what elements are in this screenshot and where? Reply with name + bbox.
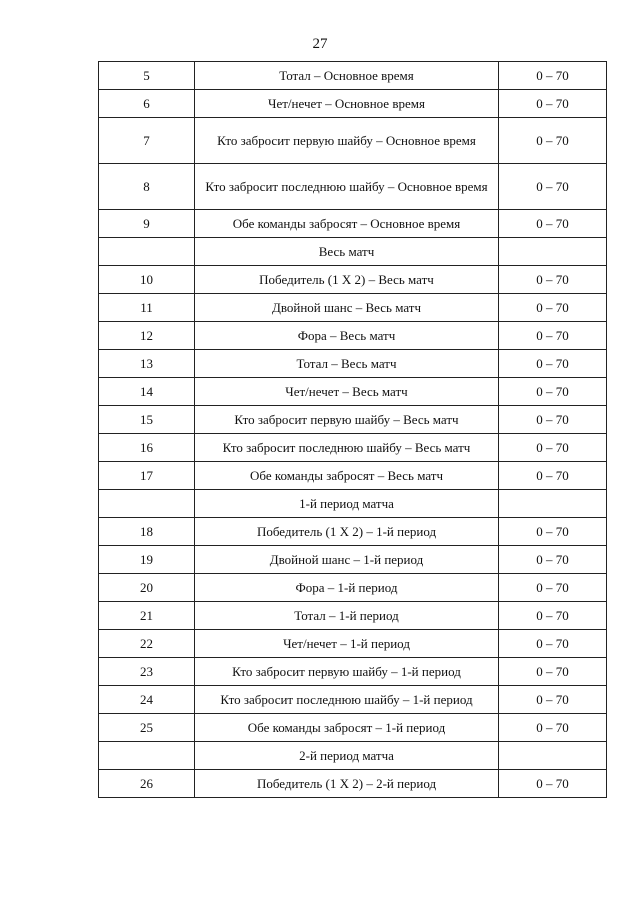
range-value: 0 – 70 [499,350,607,378]
row-number: 9 [99,210,195,238]
row-number: 7 [99,118,195,164]
bet-type-name: Чет/нечет – Основное время [195,90,499,118]
bet-type-name: Кто забросит последнюю шайбу – Основное время [195,164,499,210]
range-value: 0 – 70 [499,62,607,90]
bet-type-name: Двойной шанс – Весь матч [195,294,499,322]
table-row [99,686,607,714]
table-row [99,164,607,210]
bet-types-table [98,61,607,798]
row-number [99,238,195,266]
table-row [99,658,607,686]
range-value: 0 – 70 [499,686,607,714]
section-row [99,238,607,266]
table-row [99,266,607,294]
bet-type-name: Победитель (1 X 2) – 1-й период [195,518,499,546]
table-row [99,62,607,90]
row-number: 13 [99,350,195,378]
table-row [99,574,607,602]
range-value: 0 – 70 [499,574,607,602]
bet-type-name: Обе команды забросят – Основное время [195,210,499,238]
row-number: 21 [99,602,195,630]
range-value [499,490,607,518]
bet-type-name: Чет/нечет – 1-й период [195,630,499,658]
row-number: 25 [99,714,195,742]
row-number: 11 [99,294,195,322]
table-row [99,350,607,378]
range-value: 0 – 70 [499,164,607,210]
table-row [99,378,607,406]
row-number [99,742,195,770]
bet-type-name: Тотал – 1-й период [195,602,499,630]
bet-type-name: Чет/нечет – Весь матч [195,378,499,406]
table-row [99,770,607,798]
table-row [99,434,607,462]
bet-type-name: Двойной шанс – 1-й период [195,546,499,574]
range-value: 0 – 70 [499,210,607,238]
row-number: 5 [99,62,195,90]
range-value [499,742,607,770]
row-number [99,490,195,518]
section-title: 2-й период матча [195,742,499,770]
table-row [99,630,607,658]
range-value: 0 – 70 [499,602,607,630]
bet-type-name: Тотал – Весь матч [195,350,499,378]
range-value: 0 – 70 [499,406,607,434]
range-value: 0 – 70 [499,266,607,294]
range-value: 0 – 70 [499,518,607,546]
row-number: 17 [99,462,195,490]
row-number: 20 [99,574,195,602]
bet-type-name: Фора – 1-й период [195,574,499,602]
section-title: 1-й период матча [195,490,499,518]
table-row [99,294,607,322]
bet-type-name: Победитель (1 X 2) – 2-й период [195,770,499,798]
row-number: 16 [99,434,195,462]
bet-type-name: Победитель (1 X 2) – Весь матч [195,266,499,294]
bet-type-name: Обе команды забросят – 1-й период [195,714,499,742]
table-row [99,602,607,630]
table-row [99,90,607,118]
bet-type-name: Кто забросит последнюю шайбу – 1-й период [195,686,499,714]
bet-type-name: Кто забросит первую шайбу – 1-й период [195,658,499,686]
range-value: 0 – 70 [499,770,607,798]
range-value: 0 – 70 [499,322,607,350]
row-number: 14 [99,378,195,406]
table-row [99,118,607,164]
range-value: 0 – 70 [499,90,607,118]
bet-type-name: Тотал – Основное время [195,62,499,90]
section-row [99,742,607,770]
table-row [99,518,607,546]
range-value: 0 – 70 [499,462,607,490]
table-row [99,462,607,490]
section-row [99,490,607,518]
row-number: 12 [99,322,195,350]
range-value: 0 – 70 [499,658,607,686]
row-number: 22 [99,630,195,658]
range-value: 0 – 70 [499,714,607,742]
table-row [99,546,607,574]
bet-type-name: Кто забросит первую шайбу – Основное время [195,118,499,164]
range-value: 0 – 70 [499,378,607,406]
bet-type-name: Обе команды забросят – Весь матч [195,462,499,490]
row-number: 15 [99,406,195,434]
section-title: Весь матч [195,238,499,266]
row-number: 10 [99,266,195,294]
row-number: 26 [99,770,195,798]
range-value: 0 – 70 [499,630,607,658]
table-row [99,714,607,742]
range-value: 0 – 70 [499,294,607,322]
range-value: 0 – 70 [499,434,607,462]
range-value: 0 – 70 [499,118,607,164]
row-number: 6 [99,90,195,118]
range-value [499,238,607,266]
bet-type-name: Кто забросит последнюю шайбу – Весь матч [195,434,499,462]
table-row [99,322,607,350]
row-number: 19 [99,546,195,574]
row-number: 8 [99,164,195,210]
bet-type-name: Фора – Весь матч [195,322,499,350]
row-number: 24 [99,686,195,714]
bet-type-name: Кто забросит первую шайбу – Весь матч [195,406,499,434]
range-value: 0 – 70 [499,546,607,574]
table-row [99,406,607,434]
page-number: 27 [312,36,328,52]
row-number: 23 [99,658,195,686]
row-number: 18 [99,518,195,546]
table-row [99,210,607,238]
